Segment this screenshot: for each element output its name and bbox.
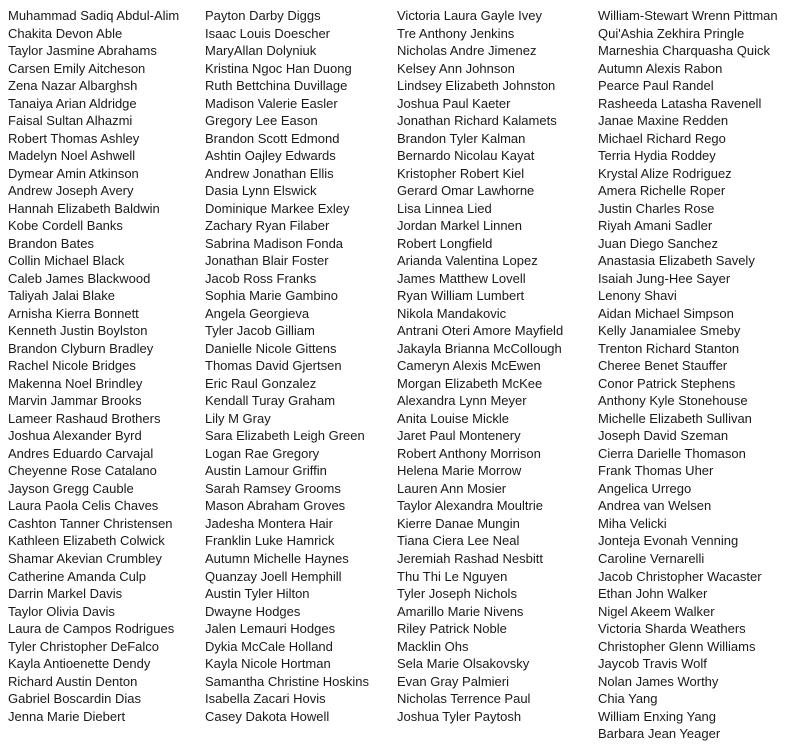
- name-entry: Muhammad Sadiq Abdul-Alim: [8, 8, 180, 23]
- name-entry: Sophia Marie Gambino: [205, 288, 338, 304]
- name-entry: Cheyenne Rose Catalano: [8, 463, 157, 479]
- name-entry: Justin Charles Rose: [598, 200, 715, 216]
- name-entry: Lameer Rashaud Brothers: [8, 410, 161, 426]
- name-entry: Kelsey Ann Johnson: [397, 60, 515, 76]
- name-entry: Marvin Jammar Brooks: [8, 393, 142, 409]
- name-entry: Casey Dakota Howell: [205, 708, 330, 724]
- name-entry: Tiana Ciera Lee Neal: [397, 533, 520, 549]
- name-list: [0, 7, 800, 751]
- name-entry: Ryan William Lumbert: [397, 288, 525, 304]
- name-entry: Ashtin Oajley Edwards: [205, 148, 336, 164]
- name-entry: Anthony Kyle Stonehouse: [598, 393, 748, 409]
- name-entry: Andrew Joseph Avery: [8, 183, 134, 199]
- name-entry: Robert Anthony Morrison: [397, 445, 541, 461]
- name-entry: Isaiah Jung-Hee Sayer: [598, 270, 731, 286]
- name-entry: William-Stewart Wrenn Pittman: [598, 8, 778, 23]
- name-entry: Darrin Markel Davis: [8, 586, 123, 602]
- name-entry: Autumn Alexis Rabon: [598, 60, 723, 76]
- name-entry: Taliyah Jalai Blake: [8, 288, 115, 304]
- name-entry: Brandon Clyburn Bradley: [8, 340, 154, 356]
- name-entry: Cheree Benet Stauffer: [598, 358, 728, 374]
- name-entry: Amarillo Marie Nivens: [397, 603, 524, 619]
- name-entry: Jeremiah Rashad Nesbitt: [397, 550, 543, 566]
- name-entry: Tyler Christopher DeFalco: [8, 638, 159, 654]
- name-entry: Robert Thomas Ashley: [8, 130, 140, 146]
- name-entry: Amera Richelle Roper: [598, 183, 726, 199]
- name-entry: Tyler Jacob Gilliam: [205, 323, 315, 339]
- name-entry: Cierra Darielle Thomason: [598, 445, 746, 461]
- name-entry: Richard Austin Denton: [8, 673, 138, 689]
- name-entry: Bernardo Nicolau Kayat: [397, 148, 535, 164]
- name-entry: Andrew Jonathan Ellis: [205, 165, 334, 181]
- name-entry: Barbara Jean Yeager: [598, 726, 721, 742]
- name-entry: Arnisha Kierra Bonnett: [8, 305, 139, 321]
- name-entry: MaryAllan Dolyniuk: [205, 43, 317, 59]
- name-entry: Anastasia Elizabeth Savely: [598, 253, 755, 269]
- name-entry: Victoria Sharda Weathers: [598, 621, 746, 637]
- name-entry: Brandon Bates: [8, 235, 95, 251]
- name-entry: James Matthew Lovell: [397, 270, 526, 286]
- name-entry: Nicholas Andre Jimenez: [397, 43, 537, 59]
- name-entry: Gabriel Boscardin Dias: [8, 691, 141, 707]
- name-entry: Madelyn Noel Ashwell: [8, 148, 136, 164]
- name-entry: Kathleen Elizabeth Colwick: [8, 533, 165, 549]
- name-entry: Conor Patrick Stephens: [598, 375, 736, 391]
- name-entry: Helena Marie Morrow: [397, 463, 522, 479]
- name-entry: Joseph David Szeman: [598, 428, 729, 444]
- name-entry: Riyah Amani Sadler: [598, 218, 713, 234]
- name-entry: Riley Patrick Noble: [397, 621, 507, 637]
- name-entry: Hannah Elizabeth Baldwin: [8, 200, 160, 216]
- name-entry: Kayla Antioenette Dendy: [8, 656, 151, 672]
- name-entry: Jaycob Travis Wolf: [598, 656, 707, 672]
- name-entry: Frank Thomas Uher: [598, 463, 714, 479]
- name-entry: Caleb James Blackwood: [8, 270, 151, 286]
- name-entry: Andrea van Welsen: [598, 498, 712, 514]
- name-entry: Jalen Lemauri Hodges: [205, 621, 336, 637]
- name-entry: Pearce Paul Randel: [598, 78, 714, 94]
- name-entry: Lauren Ann Mosier: [397, 480, 507, 496]
- name-entry: Jadesha Montera Hair: [205, 515, 333, 531]
- name-entry: Brandon Tyler Kalman: [397, 130, 526, 146]
- name-entry: Marneshia Charquasha Quick: [598, 43, 770, 59]
- name-entry: Michelle Elizabeth Sullivan: [598, 410, 752, 426]
- name-entry: Chia Yang: [598, 691, 658, 707]
- name-entry: Michael Richard Rego: [598, 130, 726, 146]
- name-entry: Cameryn Alexis McEwen: [397, 358, 541, 374]
- name-entry: Zena Nazar Albarghsh: [8, 78, 138, 94]
- name-entry: Kobe Cordell Banks: [8, 218, 123, 234]
- name-entry: Dymear Amin Atkinson: [8, 165, 139, 181]
- name-entry: Terria Hydia Roddey: [598, 148, 716, 164]
- name-entry: Isabella Zacari Hovis: [205, 691, 326, 707]
- name-entry: Ethan John Walker: [598, 586, 708, 602]
- name-entry: Sarah Ramsey Grooms: [205, 480, 341, 496]
- name-entry: Alexandra Lynn Meyer: [397, 393, 527, 409]
- name-entry: Kierre Danae Mungin: [397, 515, 520, 531]
- name-entry: Christopher Glenn Williams: [598, 638, 756, 654]
- name-entry: Trenton Richard Stanton: [598, 340, 740, 356]
- name-entry: Joshua Alexander Byrd: [8, 428, 142, 444]
- name-entry: Evan Gray Palmieri: [397, 673, 509, 689]
- name-entry: Juan Diego Sanchez: [598, 235, 718, 251]
- name-entry: Autumn Michelle Haynes: [205, 550, 349, 566]
- name-entry: Quanzay Joell Hemphill: [205, 568, 342, 584]
- name-entry: Jonathan Blair Foster: [205, 253, 329, 269]
- name-entry: Thu Thi Le Nguyen: [397, 568, 508, 584]
- name-entry: Collin Michael Black: [8, 253, 125, 269]
- name-entry: William Enxing Yang: [598, 708, 717, 724]
- name-entry: Chakita Devon Able: [8, 25, 123, 41]
- name-entry: Dwayne Hodges: [205, 603, 301, 619]
- name-entry: Lenony Shavi: [598, 288, 677, 304]
- name-entry: Aidan Michael Simpson: [598, 305, 734, 321]
- name-entry: Kayla Nicole Hortman: [205, 656, 331, 672]
- name-entry: Qui'Ashia Zekhira Pringle: [598, 25, 745, 41]
- name-entry: Miha Velicki: [598, 515, 667, 531]
- name-entry: Krystal Alize Rodriguez: [598, 165, 732, 181]
- name-entry: Arianda Valentina Lopez: [397, 253, 538, 269]
- name-entry: Thomas David Gjertsen: [205, 358, 342, 374]
- name-entry: Anita Louise Mickle: [397, 410, 509, 426]
- name-entry: Zachary Ryan Filaber: [205, 218, 330, 234]
- name-entry: Faisal Sultan Alhazmi: [8, 113, 133, 129]
- name-entry: Mason Abraham Groves: [205, 498, 346, 514]
- name-entry: Rachel Nicole Bridges: [8, 358, 136, 374]
- name-column-1: [8, 7, 179, 725]
- name-entry: Kendall Turay Graham: [205, 393, 336, 409]
- name-entry: Sela Marie Olsakovsky: [397, 656, 530, 672]
- name-entry: Jonteja Evonah Venning: [598, 533, 739, 549]
- name-entry: Angelica Urrego: [598, 480, 692, 496]
- name-entry: Taylor Jasmine Abrahams: [8, 43, 157, 59]
- name-entry: Jonathan Richard Kalamets: [397, 113, 557, 129]
- name-entry: Dominique Markee Exley: [205, 200, 350, 216]
- name-entry: Kristopher Robert Kiel: [397, 165, 525, 181]
- name-entry: Jacob Christopher Wacaster: [598, 568, 762, 584]
- name-entry: Jayson Gregg Cauble: [8, 480, 134, 496]
- name-entry: Macklin Ohs: [397, 638, 469, 654]
- name-entry: Taylor Alexandra Moultrie: [397, 498, 543, 514]
- name-entry: Joshua Paul Kaeter: [397, 95, 511, 111]
- name-entry: Lisa Linnea Lied: [397, 200, 492, 216]
- name-entry: Rasheeda Latasha Ravenell: [598, 95, 762, 111]
- name-entry: Shamar Akevian Crumbley: [8, 550, 162, 566]
- name-entry: Nikola Mandakovic: [397, 305, 507, 321]
- name-entry: Nicholas Terrence Paul: [397, 691, 531, 707]
- name-entry: Lily M Gray: [205, 410, 271, 426]
- name-entry: Eric Raul Gonzalez: [205, 375, 317, 391]
- name-entry: Laura de Campos Rodrigues: [8, 621, 175, 637]
- name-entry: Taylor Olivia Davis: [8, 603, 115, 619]
- name-entry: Samantha Christine Hoskins: [205, 673, 370, 689]
- name-entry: Lindsey Elizabeth Johnston: [397, 78, 556, 94]
- name-entry: Sabrina Madison Fonda: [205, 235, 344, 251]
- name-entry: Logan Rae Gregory: [205, 445, 320, 461]
- name-entry: Catherine Amanda Culp: [8, 568, 147, 584]
- name-entry: Robert Longfield: [397, 235, 493, 251]
- name-entry: Austin Tyler Hilton: [205, 586, 310, 602]
- name-entry: Kelly Janamialee Smeby: [598, 323, 741, 339]
- name-entry: Austin Lamour Griffin: [205, 463, 327, 479]
- name-entry: Franklin Luke Hamrick: [205, 533, 335, 549]
- name-entry: Jakayla Brianna McCollough: [397, 340, 562, 356]
- name-column-4: [598, 7, 778, 743]
- name-entry: Andres Eduardo Carvajal: [8, 445, 154, 461]
- name-entry: Dykia McCale Holland: [205, 638, 333, 654]
- name-entry: Kristina Ngoc Han Duong: [205, 60, 352, 76]
- name-entry: Caroline Vernarelli: [598, 550, 705, 566]
- name-entry: Makenna Noel Brindley: [8, 375, 143, 391]
- name-entry: Jacob Ross Franks: [205, 270, 317, 286]
- name-entry: Jaret Paul Montenery: [397, 428, 521, 444]
- name-entry: Isaac Louis Doescher: [205, 25, 331, 41]
- name-entry: Brandon Scott Edmond: [205, 130, 340, 146]
- name-entry: Victoria Laura Gayle Ivey: [397, 8, 542, 23]
- name-entry: Kenneth Justin Boylston: [8, 323, 148, 339]
- name-entry: Ruth Bettchina Duvillage: [205, 78, 348, 94]
- name-entry: Tre Anthony Jenkins: [397, 25, 515, 41]
- name-entry: Jenna Marie Diebert: [8, 708, 126, 724]
- name-entry: Carsen Emily Aitcheson: [8, 60, 146, 76]
- name-entry: Cashton Tanner Christensen: [8, 515, 173, 531]
- name-entry: Angela Georgieva: [205, 305, 310, 321]
- name-entry: Tanaiya Arian Aldridge: [8, 95, 137, 111]
- name-entry: Gregory Lee Eason: [205, 113, 318, 129]
- name-entry: Nolan James Worthy: [598, 673, 719, 689]
- name-entry: Jordan Markel Linnen: [397, 218, 523, 234]
- name-entry: Madison Valerie Easler: [205, 95, 338, 111]
- name-entry: Janae Maxine Redden: [598, 113, 729, 129]
- name-entry: Danielle Nicole Gittens: [205, 340, 337, 356]
- name-column-2: [205, 7, 369, 725]
- name-entry: Tyler Joseph Nichols: [397, 586, 517, 602]
- name-entry: Sara Elizabeth Leigh Green: [205, 428, 365, 444]
- name-entry: Antrani Oteri Amore Mayfield: [397, 323, 564, 339]
- name-entry: Gerard Omar Lawhorne: [397, 183, 535, 199]
- name-entry: Dasia Lynn Elswick: [205, 183, 317, 199]
- name-entry: Laura Paola Celis Chaves: [8, 498, 159, 514]
- name-entry: Morgan Elizabeth McKee: [397, 375, 543, 391]
- name-column-3: [397, 7, 563, 725]
- name-entry: Joshua Tyler Paytosh: [397, 708, 522, 724]
- name-entry: Nigel Akeem Walker: [598, 603, 715, 619]
- name-entry: Payton Darby Diggs: [205, 8, 321, 23]
